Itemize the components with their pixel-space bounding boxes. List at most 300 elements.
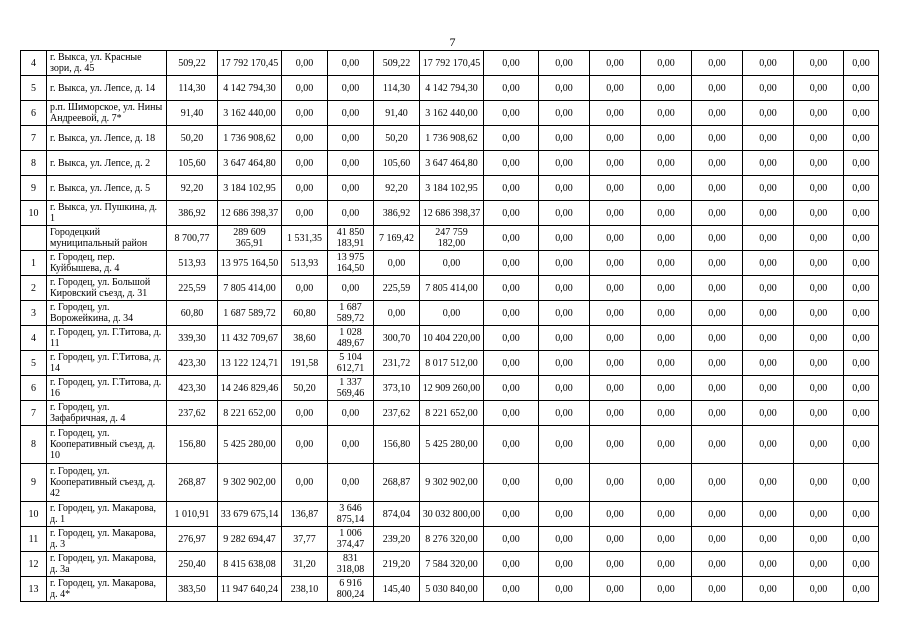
value-cell: 0,00 xyxy=(692,552,743,577)
value-cell: 0,00 xyxy=(743,376,794,401)
value-cell: 0,00 xyxy=(539,351,590,376)
table-row xyxy=(21,251,879,276)
value-cell: 0,00 xyxy=(590,51,641,76)
value-cell: 0,00 xyxy=(641,502,692,527)
value-cell: 0,00 xyxy=(844,527,879,552)
value-cell: 0,00 xyxy=(844,426,879,464)
table-row xyxy=(21,226,879,251)
value-cell: 31,20 xyxy=(282,552,328,577)
value-cell: 423,30 xyxy=(167,351,218,376)
row-number-cell: 1 xyxy=(21,251,47,276)
value-cell: 0,00 xyxy=(641,226,692,251)
value-cell: 8 221 652,00 xyxy=(420,401,484,426)
value-cell: 92,20 xyxy=(167,176,218,201)
value-cell: 0,00 xyxy=(641,151,692,176)
value-cell: 0,00 xyxy=(590,301,641,326)
value-cell: 0,00 xyxy=(692,226,743,251)
value-cell: 9 282 694,47 xyxy=(218,527,282,552)
table-row xyxy=(21,527,879,552)
value-cell: 0,00 xyxy=(539,376,590,401)
table-row xyxy=(21,464,879,502)
value-cell: 0,00 xyxy=(794,577,844,602)
value-cell: 0,00 xyxy=(539,326,590,351)
value-cell: 0,00 xyxy=(794,464,844,502)
value-cell: 0,00 xyxy=(794,552,844,577)
address-cell: г. Городец, ул. Макарова, д. 1 xyxy=(47,502,167,527)
value-cell: 0,00 xyxy=(743,101,794,126)
value-cell: 0,00 xyxy=(794,276,844,301)
value-cell: 0,00 xyxy=(641,527,692,552)
value-cell: 0,00 xyxy=(484,51,539,76)
value-cell: 0,00 xyxy=(743,401,794,426)
table-row xyxy=(21,502,879,527)
address-cell: г. Городец, ул. Макарова, д. 4* xyxy=(47,577,167,602)
value-cell: 0,00 xyxy=(590,527,641,552)
value-cell: 0,00 xyxy=(641,101,692,126)
value-cell: 1 687 589,72 xyxy=(328,301,374,326)
value-cell: 114,30 xyxy=(167,76,218,101)
value-cell: 0,00 xyxy=(590,401,641,426)
value-cell: 383,50 xyxy=(167,577,218,602)
row-number-cell xyxy=(21,226,47,251)
value-cell: 30 032 800,00 xyxy=(420,502,484,527)
value-cell: 0,00 xyxy=(282,76,328,101)
value-cell: 0,00 xyxy=(844,226,879,251)
value-cell: 0,00 xyxy=(590,464,641,502)
value-cell: 13 975 164,50 xyxy=(328,251,374,276)
value-cell: 1 006 374,47 xyxy=(328,527,374,552)
table-row xyxy=(21,351,879,376)
value-cell: 0,00 xyxy=(743,577,794,602)
value-cell: 0,00 xyxy=(692,176,743,201)
address-cell: г. Городец, ул. Макарова, д. 3 xyxy=(47,527,167,552)
address-cell: г. Выкса, ул. Лепсе, д. 14 xyxy=(47,76,167,101)
value-cell: 1 531,35 xyxy=(282,226,328,251)
value-cell: 0,00 xyxy=(484,376,539,401)
value-cell: 0,00 xyxy=(641,464,692,502)
value-cell: 0,00 xyxy=(539,151,590,176)
value-cell: 4 142 794,30 xyxy=(420,76,484,101)
value-cell: 513,93 xyxy=(167,251,218,276)
value-cell: 0,00 xyxy=(590,552,641,577)
value-cell: 0,00 xyxy=(794,126,844,151)
value-cell: 8 700,77 xyxy=(167,226,218,251)
value-cell: 219,20 xyxy=(374,552,420,577)
value-cell: 5 104 612,71 xyxy=(328,351,374,376)
value-cell: 0,00 xyxy=(484,176,539,201)
value-cell: 145,40 xyxy=(374,577,420,602)
value-cell: 0,00 xyxy=(539,301,590,326)
value-cell: 0,00 xyxy=(641,426,692,464)
address-cell: г. Городец, ул. Г.Титова, д. 11 xyxy=(47,326,167,351)
value-cell: 0,00 xyxy=(743,276,794,301)
value-cell: 17 792 170,45 xyxy=(420,51,484,76)
value-cell: 0,00 xyxy=(692,201,743,226)
value-cell: 0,00 xyxy=(539,527,590,552)
value-cell: 0,00 xyxy=(641,251,692,276)
value-cell: 14 246 829,46 xyxy=(218,376,282,401)
value-cell: 156,80 xyxy=(374,426,420,464)
row-number-cell: 7 xyxy=(21,401,47,426)
value-cell: 0,00 xyxy=(484,101,539,126)
value-cell: 91,40 xyxy=(374,101,420,126)
value-cell: 7 169,42 xyxy=(374,226,420,251)
value-cell: 50,20 xyxy=(282,376,328,401)
table-row xyxy=(21,276,879,301)
value-cell: 0,00 xyxy=(590,326,641,351)
value-cell: 9 302 902,00 xyxy=(420,464,484,502)
value-cell: 0,00 xyxy=(692,301,743,326)
value-cell: 41 850 183,91 xyxy=(328,226,374,251)
value-cell: 0,00 xyxy=(641,276,692,301)
value-cell: 7 805 414,00 xyxy=(420,276,484,301)
value-cell: 247 759 182,00 xyxy=(420,226,484,251)
value-cell: 513,93 xyxy=(282,251,328,276)
value-cell: 0,00 xyxy=(794,226,844,251)
value-cell: 250,40 xyxy=(167,552,218,577)
value-cell: 0,00 xyxy=(794,326,844,351)
value-cell: 9 302 902,00 xyxy=(218,464,282,502)
row-number-cell: 9 xyxy=(21,176,47,201)
value-cell: 0,00 xyxy=(484,577,539,602)
value-cell: 8 017 512,00 xyxy=(420,351,484,376)
table-row xyxy=(21,552,879,577)
value-cell: 0,00 xyxy=(743,51,794,76)
value-cell: 0,00 xyxy=(692,577,743,602)
value-cell: 0,00 xyxy=(590,151,641,176)
row-number-cell: 12 xyxy=(21,552,47,577)
value-cell: 0,00 xyxy=(484,326,539,351)
value-cell: 0,00 xyxy=(794,76,844,101)
value-cell: 0,00 xyxy=(328,151,374,176)
value-cell: 0,00 xyxy=(743,351,794,376)
value-cell: 0,00 xyxy=(641,201,692,226)
value-cell: 0,00 xyxy=(539,276,590,301)
value-cell: 0,00 xyxy=(844,126,879,151)
value-cell: 0,00 xyxy=(282,126,328,151)
value-cell: 0,00 xyxy=(794,426,844,464)
value-cell: 0,00 xyxy=(641,301,692,326)
value-cell: 0,00 xyxy=(484,76,539,101)
value-cell: 37,77 xyxy=(282,527,328,552)
value-cell: 33 679 675,14 xyxy=(218,502,282,527)
row-number-cell: 11 xyxy=(21,527,47,552)
value-cell: 0,00 xyxy=(743,426,794,464)
value-cell: 509,22 xyxy=(167,51,218,76)
value-cell: 0,00 xyxy=(692,351,743,376)
address-cell: г. Городец, ул. Зафабричная, д. 4 xyxy=(47,401,167,426)
value-cell: 3 646 875,14 xyxy=(328,502,374,527)
value-cell: 0,00 xyxy=(692,527,743,552)
value-cell: 0,00 xyxy=(692,126,743,151)
value-cell: 0,00 xyxy=(328,464,374,502)
value-cell: 0,00 xyxy=(328,176,374,201)
value-cell: 0,00 xyxy=(743,552,794,577)
address-cell: г. Городец, ул. Г.Титова, д. 14 xyxy=(47,351,167,376)
address-cell: г. Выкса, ул. Лепсе, д. 2 xyxy=(47,151,167,176)
value-cell: 0,00 xyxy=(484,301,539,326)
value-cell: 0,00 xyxy=(539,464,590,502)
value-cell: 0,00 xyxy=(590,126,641,151)
value-cell: 0,00 xyxy=(692,51,743,76)
value-cell: 0,00 xyxy=(484,401,539,426)
value-cell: 10 404 220,00 xyxy=(420,326,484,351)
value-cell: 0,00 xyxy=(282,151,328,176)
value-cell: 0,00 xyxy=(282,176,328,201)
value-cell: 50,20 xyxy=(374,126,420,151)
row-number-cell: 6 xyxy=(21,376,47,401)
value-cell: 0,00 xyxy=(641,376,692,401)
table-row xyxy=(21,51,879,76)
value-cell: 0,00 xyxy=(539,577,590,602)
value-cell: 0,00 xyxy=(282,51,328,76)
value-cell: 3 184 102,95 xyxy=(218,176,282,201)
value-cell: 0,00 xyxy=(374,251,420,276)
value-cell: 0,00 xyxy=(484,502,539,527)
table-row xyxy=(21,101,879,126)
value-cell: 0,00 xyxy=(590,502,641,527)
value-cell: 300,70 xyxy=(374,326,420,351)
row-number-cell: 3 xyxy=(21,301,47,326)
address-cell: Городецкий муниципальный район xyxy=(47,226,167,251)
value-cell: 5 030 840,00 xyxy=(420,577,484,602)
value-cell: 0,00 xyxy=(743,201,794,226)
value-cell: 11 947 640,24 xyxy=(218,577,282,602)
value-cell: 0,00 xyxy=(641,126,692,151)
value-cell: 0,00 xyxy=(282,426,328,464)
value-cell: 0,00 xyxy=(743,76,794,101)
value-cell: 3 647 464,80 xyxy=(218,151,282,176)
value-cell: 231,72 xyxy=(374,351,420,376)
value-cell: 0,00 xyxy=(794,251,844,276)
value-cell: 0,00 xyxy=(794,201,844,226)
data-table xyxy=(20,50,879,602)
value-cell: 0,00 xyxy=(743,126,794,151)
table-row xyxy=(21,376,879,401)
value-cell: 0,00 xyxy=(328,426,374,464)
value-cell: 0,00 xyxy=(641,552,692,577)
row-number-cell: 9 xyxy=(21,464,47,502)
value-cell: 423,30 xyxy=(167,376,218,401)
value-cell: 0,00 xyxy=(484,426,539,464)
value-cell: 1 337 569,46 xyxy=(328,376,374,401)
table-row xyxy=(21,401,879,426)
value-cell: 0,00 xyxy=(844,251,879,276)
value-cell: 0,00 xyxy=(282,201,328,226)
value-cell: 0,00 xyxy=(641,577,692,602)
table-row xyxy=(21,126,879,151)
value-cell: 5 425 280,00 xyxy=(420,426,484,464)
value-cell: 0,00 xyxy=(692,326,743,351)
row-number-cell: 4 xyxy=(21,326,47,351)
value-cell: 0,00 xyxy=(692,401,743,426)
value-cell: 7 584 320,00 xyxy=(420,552,484,577)
value-cell: 509,22 xyxy=(374,51,420,76)
value-cell: 237,62 xyxy=(374,401,420,426)
value-cell: 0,00 xyxy=(692,251,743,276)
value-cell: 0,00 xyxy=(844,577,879,602)
value-cell: 0,00 xyxy=(420,251,484,276)
value-cell: 268,87 xyxy=(374,464,420,502)
value-cell: 7 805 414,00 xyxy=(218,276,282,301)
value-cell: 13 975 164,50 xyxy=(218,251,282,276)
value-cell: 0,00 xyxy=(794,301,844,326)
address-cell: г. Выкса, ул. Красные зори, д. 45 xyxy=(47,51,167,76)
value-cell: 0,00 xyxy=(794,401,844,426)
table-row xyxy=(21,577,879,602)
value-cell: 874,04 xyxy=(374,502,420,527)
value-cell: 0,00 xyxy=(590,101,641,126)
value-cell: 0,00 xyxy=(539,176,590,201)
value-cell: 0,00 xyxy=(844,401,879,426)
value-cell: 0,00 xyxy=(794,176,844,201)
value-cell: 114,30 xyxy=(374,76,420,101)
value-cell: 237,62 xyxy=(167,401,218,426)
row-number-cell: 8 xyxy=(21,426,47,464)
value-cell: 0,00 xyxy=(692,502,743,527)
value-cell: 0,00 xyxy=(539,401,590,426)
value-cell: 0,00 xyxy=(844,276,879,301)
value-cell: 6 916 800,24 xyxy=(328,577,374,602)
value-cell: 0,00 xyxy=(539,51,590,76)
value-cell: 0,00 xyxy=(844,351,879,376)
value-cell: 0,00 xyxy=(484,351,539,376)
value-cell: 0,00 xyxy=(692,276,743,301)
value-cell: 0,00 xyxy=(282,464,328,502)
value-cell: 0,00 xyxy=(794,151,844,176)
address-cell: г. Городец, ул. Ворожейкина, д. 34 xyxy=(47,301,167,326)
table-row xyxy=(21,201,879,226)
value-cell: 0,00 xyxy=(590,176,641,201)
value-cell: 0,00 xyxy=(844,51,879,76)
address-cell: г. Городец, ул. Большой Кировский съезд, д. 31 xyxy=(47,276,167,301)
value-cell: 0,00 xyxy=(794,51,844,76)
value-cell: 0,00 xyxy=(794,376,844,401)
address-cell: г. Городец, ул. Макарова, д. 3а xyxy=(47,552,167,577)
value-cell: 0,00 xyxy=(641,51,692,76)
value-cell: 136,87 xyxy=(282,502,328,527)
value-cell: 156,80 xyxy=(167,426,218,464)
address-cell: г. Выкса, ул. Лепсе, д. 5 xyxy=(47,176,167,201)
value-cell: 0,00 xyxy=(484,201,539,226)
value-cell: 0,00 xyxy=(539,426,590,464)
value-cell: 0,00 xyxy=(743,326,794,351)
value-cell: 289 609 365,91 xyxy=(218,226,282,251)
row-number-cell: 7 xyxy=(21,126,47,151)
value-cell: 0,00 xyxy=(844,376,879,401)
value-cell: 0,00 xyxy=(328,51,374,76)
value-cell: 0,00 xyxy=(844,502,879,527)
value-cell: 0,00 xyxy=(641,76,692,101)
value-cell: 8 221 652,00 xyxy=(218,401,282,426)
row-number-cell: 10 xyxy=(21,201,47,226)
value-cell: 60,80 xyxy=(282,301,328,326)
value-cell: 0,00 xyxy=(328,101,374,126)
row-number-cell: 8 xyxy=(21,151,47,176)
value-cell: 38,60 xyxy=(282,326,328,351)
table-row xyxy=(21,151,879,176)
value-cell: 0,00 xyxy=(282,276,328,301)
value-cell: 0,00 xyxy=(484,276,539,301)
value-cell: 0,00 xyxy=(743,502,794,527)
value-cell: 92,20 xyxy=(374,176,420,201)
value-cell: 0,00 xyxy=(692,76,743,101)
row-number-cell: 4 xyxy=(21,51,47,76)
value-cell: 0,00 xyxy=(484,151,539,176)
value-cell: 0,00 xyxy=(590,426,641,464)
value-cell: 1 687 589,72 xyxy=(218,301,282,326)
value-cell: 0,00 xyxy=(328,201,374,226)
value-cell: 0,00 xyxy=(539,552,590,577)
row-number-cell: 5 xyxy=(21,76,47,101)
value-cell: 0,00 xyxy=(374,301,420,326)
value-cell: 0,00 xyxy=(328,276,374,301)
value-cell: 0,00 xyxy=(590,577,641,602)
value-cell: 0,00 xyxy=(590,276,641,301)
value-cell: 0,00 xyxy=(743,464,794,502)
value-cell: 0,00 xyxy=(484,464,539,502)
value-cell: 12 686 398,37 xyxy=(420,201,484,226)
value-cell: 1 736 908,62 xyxy=(218,126,282,151)
value-cell: 12 909 260,00 xyxy=(420,376,484,401)
value-cell: 60,80 xyxy=(167,301,218,326)
value-cell: 225,59 xyxy=(374,276,420,301)
value-cell: 3 647 464,80 xyxy=(420,151,484,176)
value-cell: 339,30 xyxy=(167,326,218,351)
address-cell: г. Городец, ул. Кооперативный съезд, д. 10 xyxy=(47,426,167,464)
value-cell: 0,00 xyxy=(692,426,743,464)
row-number-cell: 2 xyxy=(21,276,47,301)
value-cell: 0,00 xyxy=(590,376,641,401)
value-cell: 17 792 170,45 xyxy=(218,51,282,76)
value-cell: 0,00 xyxy=(484,226,539,251)
value-cell: 0,00 xyxy=(641,351,692,376)
value-cell: 1 736 908,62 xyxy=(420,126,484,151)
value-cell: 0,00 xyxy=(539,251,590,276)
address-cell: г. Выкса, ул. Пушкина, д. 1 xyxy=(47,201,167,226)
value-cell: 0,00 xyxy=(590,76,641,101)
address-cell: г. Городец, пер. Куйбышева, д. 4 xyxy=(47,251,167,276)
value-cell: 0,00 xyxy=(692,101,743,126)
value-cell: 50,20 xyxy=(167,126,218,151)
value-cell: 0,00 xyxy=(844,301,879,326)
value-cell: 0,00 xyxy=(692,464,743,502)
value-cell: 3 184 102,95 xyxy=(420,176,484,201)
value-cell: 386,92 xyxy=(167,201,218,226)
value-cell: 373,10 xyxy=(374,376,420,401)
value-cell: 0,00 xyxy=(590,226,641,251)
value-cell: 0,00 xyxy=(420,301,484,326)
value-cell: 0,00 xyxy=(539,76,590,101)
value-cell: 0,00 xyxy=(743,226,794,251)
value-cell: 268,87 xyxy=(167,464,218,502)
value-cell: 0,00 xyxy=(743,176,794,201)
value-cell: 0,00 xyxy=(641,326,692,351)
address-cell: г. Городец, ул. Кооперативный съезд, д. 42 xyxy=(47,464,167,502)
value-cell: 0,00 xyxy=(794,502,844,527)
value-cell: 0,00 xyxy=(844,76,879,101)
value-cell: 0,00 xyxy=(743,251,794,276)
value-cell: 239,20 xyxy=(374,527,420,552)
value-cell: 0,00 xyxy=(282,101,328,126)
table-row xyxy=(21,76,879,101)
value-cell: 0,00 xyxy=(590,251,641,276)
value-cell: 3 162 440,00 xyxy=(420,101,484,126)
value-cell: 5 425 280,00 xyxy=(218,426,282,464)
value-cell: 191,58 xyxy=(282,351,328,376)
page-number: 7 xyxy=(449,35,456,49)
address-cell: р.п. Шиморское, ул. Нины Андреевой, д. 7* xyxy=(47,101,167,126)
